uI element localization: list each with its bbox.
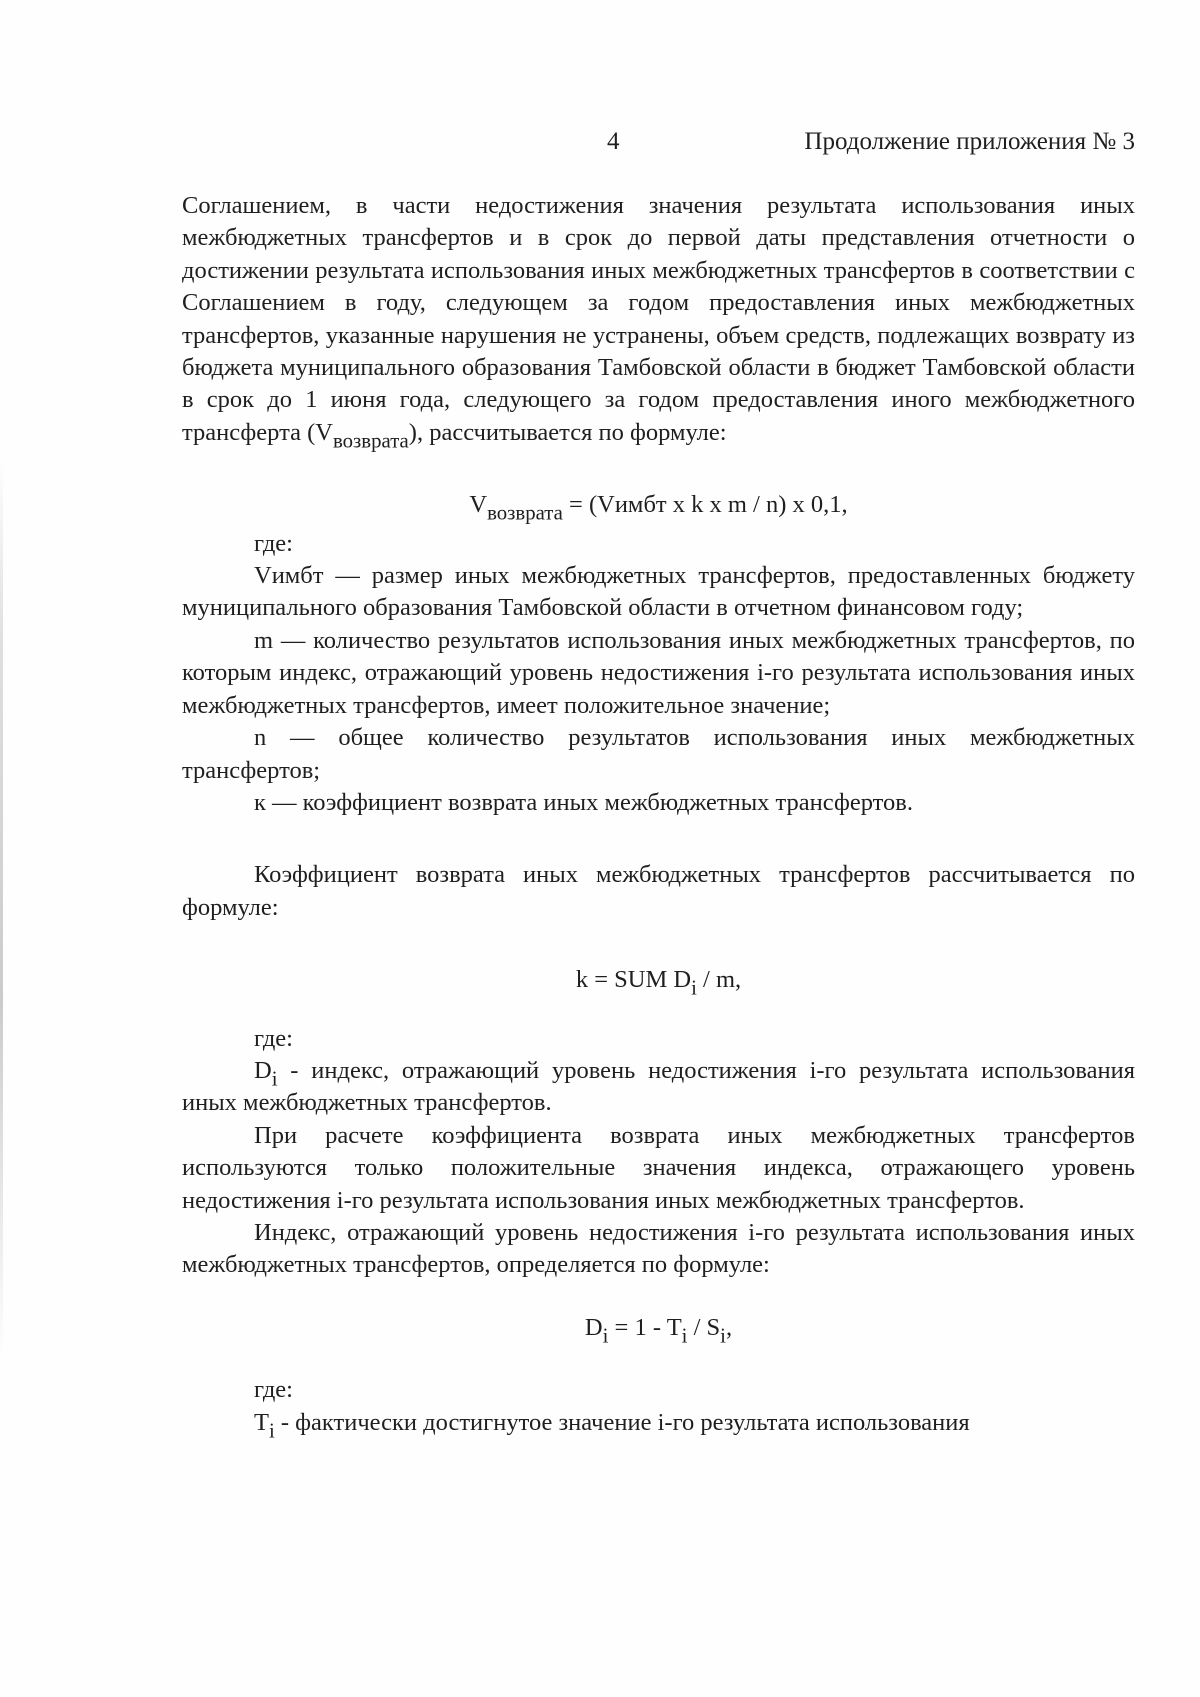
definition-ti [182,1407,1135,1442]
formula-part: = (Vимбт x k x m / n) x 0,1, [562,491,848,519]
where-label: где: [254,529,293,557]
paragraph-koefficient-intro: Коэффициент возврата иных межбюджетных трансфертов рассчитывается по формуле: [182,861,1135,921]
definition-subscript: i [271,1066,278,1091]
spacer [182,1282,1135,1312]
paragraph-index-intro: Индекс, отражающий уровень недостижения i-го результата использования иных межбюджетных трансфертов, определяется по формуле: [182,1218,1135,1279]
paragraph-text-end: ), рассчитывается по формуле: [408,418,727,446]
formula-part: / m, [696,966,742,994]
definition-vimbt: Vимбт — размер иных межбюджетных трансфертов, предоставленных бюджету муниципального образования Тамбовской области в отчетном финансовом году; [182,562,1135,622]
paragraph-soglasheniem [182,190,1135,453]
where-label: где: [254,1024,293,1052]
definition-part: T [254,1408,269,1436]
spacer [182,819,1135,859]
formula-subscript: i [681,1323,688,1348]
document-body [182,190,1135,1442]
definition-di [182,1055,1135,1120]
spacer [182,997,1135,1023]
page-header [0,128,1200,164]
formula-part: , [725,1313,733,1341]
formula-subscript: i [602,1323,609,1348]
formula-subscript: i [720,1323,726,1348]
formula-di [182,1312,1135,1348]
spacer [182,449,1135,489]
formula-k [182,964,1135,1000]
definition-m: m — количество результатов использования иных межбюджетных трансфертов, по которым индекс, отражающий уровень недостижения i-го результата использования иных межбюджетных трансфертов, имеет положительное значение; [182,626,1135,719]
scan-edge-shadow [0,460,3,1360]
formula-part: / S [687,1313,721,1341]
spacer [182,924,1135,964]
definition-n: n — общее количество результатов использования иных межбюджетных трансфертов; [182,724,1135,784]
formula-v-vozvrata [182,489,1135,525]
appendix-continuation-label: Продолжение приложения № 3 [804,128,1135,155]
definition-part: D [254,1056,272,1084]
definition-subscript: i [268,1417,275,1442]
spacer [182,1344,1135,1374]
subscript: возврата [332,428,409,453]
formula-part: k = SUM D [575,966,692,994]
paragraph-text: Соглашением, в части недостижения значения результата использования иных межбюджетных трансфертов и в срок до первой даты представления отчетности о достижении результата использования иных межбюджетных трансфертов в соответствии с Соглашением в году, следующем за годом предоставления иных межбюджетных трансфертов, указанные нарушения не устранены, объем средств, подлежащих возврату из бюджета муниципального образования Тамбовской области в бюджет Тамбовской области в срок до 1 июня года, следующего за годом предоставления иного межбюджетного трансферта (V [182,192,1135,446]
formula-subscript: возврата [487,500,563,525]
where-label: где: [254,1376,293,1404]
page-number: 4 [607,128,620,155]
formula-part: D [584,1313,603,1341]
formula-part: V [469,491,488,519]
formula-subscript: i [691,975,697,1000]
paragraph-pri-raschete: При расчете коэффициента возврата иных межбюджетных трансфертов используются только положительные значения индекса, отражающего уровень недостижения i-го результата использования иных межбюджетных трансфертов. [182,1121,1135,1214]
definition-part: - фактически достигнутое значение i-го результата использования [274,1408,970,1436]
formula-part: = 1 - T [608,1313,682,1341]
definition-part: - индекс, отражающий уровень недостижения i-го результата использования иных межбюджетных трансфертов. [182,1056,1135,1117]
definition-k: к — коэффициент возврата иных межбюджетных трансфертов. [254,788,913,816]
